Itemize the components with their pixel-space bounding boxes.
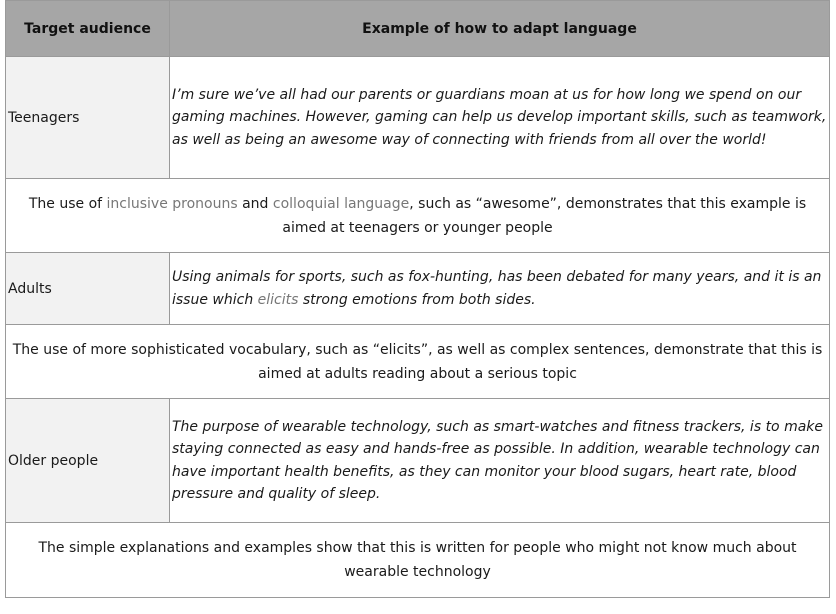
- keyword-link[interactable]: inclusive pronouns: [106, 195, 238, 212]
- example-cell: I’m sure we’ve all had our parents or guardians moan at us for how long we spend on our gaming machines. However, gaming can help us develop important skills, such as teamwork, as well as being an awesome way of connecting with friends from all over the world!: [170, 57, 830, 179]
- explanation-cell: [6, 179, 830, 253]
- example-text: Using animals for sports, such as fox-hunting, has been debated for many years, and it is an issue which: [172, 269, 822, 308]
- table-row-older-people: [6, 399, 830, 523]
- audience-cell: Older people: [6, 399, 170, 523]
- header-target-audience: Target audience: [6, 1, 170, 57]
- explanation-text: and: [237, 195, 273, 212]
- audience-cell: Teenagers: [6, 57, 170, 179]
- keyword-link[interactable]: elicits: [257, 291, 299, 308]
- keyword-link[interactable]: colloquial language: [272, 195, 410, 212]
- example-text: strong emotions from both sides.: [298, 291, 536, 308]
- table-row-adults: [6, 253, 830, 325]
- audience-cell: Adults: [6, 253, 170, 325]
- explanation-row: [6, 523, 830, 598]
- explanation-row: [6, 325, 830, 399]
- table-header-row: [6, 1, 830, 57]
- example-cell: The purpose of wearable technology, such as smart-watches and fitness trackers, is to make staying connected as easy and hands-free as possible. In addition, wearable technology can have important health benefits, as they can monitor your blood sugars, heart rate, blood pressure and quality of sleep.: [170, 399, 830, 523]
- language-adaptation-table: [5, 0, 830, 598]
- explanation-cell: The use of more sophisticated vocabulary, such as “elicits”, as well as complex sentences, demonstrate that this is aimed at adults reading about a serious topic: [6, 325, 830, 399]
- explanation-text: , such as “awesome”, demonstrates that this example is aimed at teenagers or younger people: [282, 195, 807, 236]
- table-row-teenagers: [6, 57, 830, 179]
- header-example: Example of how to adapt language: [170, 1, 830, 57]
- explanation-row: [6, 179, 830, 253]
- explanation-text: The use of: [28, 195, 107, 212]
- example-cell: [170, 253, 830, 325]
- explanation-cell: The simple explanations and examples show that this is written for people who might not know much about wearable technology: [6, 523, 830, 598]
